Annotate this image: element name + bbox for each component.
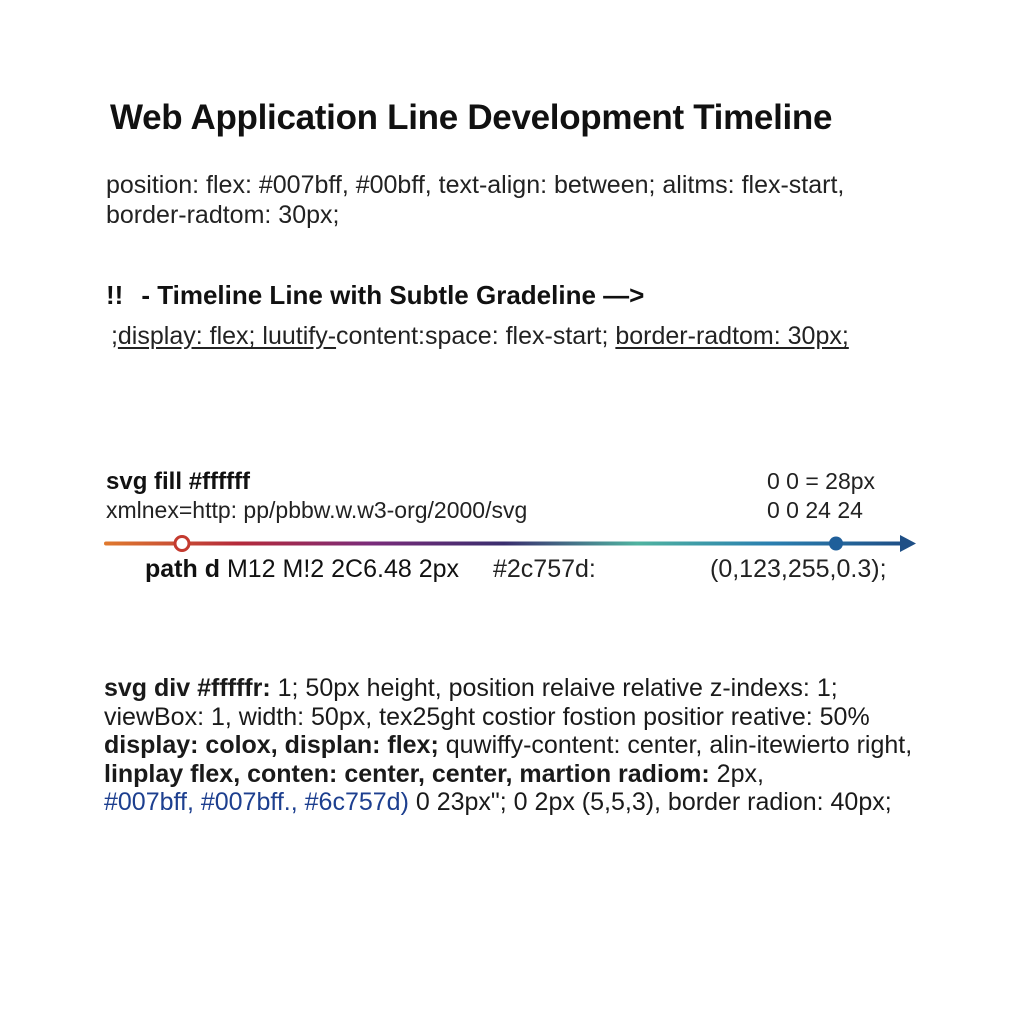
block-line-2: viewBox: 1, width: 50px, tex25ght costior fostion positior reative: 50% bbox=[104, 702, 870, 731]
timeline-end-marker bbox=[829, 537, 843, 551]
block-line-1-rest: 1; 50px height, position relaive relative z-indexs: 1; bbox=[277, 674, 838, 702]
block-line-3-rest: quwiffy-content: center, alin-itewierto right, bbox=[445, 731, 913, 759]
path-label bbox=[145, 555, 459, 584]
path-label-rest: M12 M!2 2C6.48 2px bbox=[226, 555, 460, 583]
comment-text: - Timeline Line with Subtle Gradeline —> bbox=[141, 280, 645, 310]
comment-bang: !! bbox=[106, 280, 124, 310]
block-line-5 bbox=[104, 788, 912, 817]
viewbox-line-2: 0 0 24 24 bbox=[767, 497, 863, 523]
rgba-text: (0,123,255,0.3); bbox=[710, 555, 887, 583]
block-line-5-blue: #007bff, #007bff., #6c757d) bbox=[104, 788, 409, 816]
code-line-3-underlined-1: display: flex; luutify- bbox=[117, 322, 337, 350]
xmlns-text: xmlnex=http: pp/pbbw.w.w3-org/2000/svg bbox=[106, 497, 528, 523]
code-line-3-underlined-2: border-radtom: 30px; bbox=[615, 322, 849, 350]
svg-label: svg fill #ffffff bbox=[106, 468, 250, 495]
block-line-1 bbox=[104, 674, 912, 703]
section-comment bbox=[106, 280, 644, 311]
block-line-4-rest: 2px, bbox=[716, 759, 764, 788]
block-line-3 bbox=[104, 731, 912, 760]
timeline-start-marker bbox=[175, 537, 189, 551]
block-line-5-rest: 0 23px"; 0 2px (5,5,3), border radion: 40px; bbox=[415, 788, 892, 816]
page-title: Web Application Line Development Timeline bbox=[110, 98, 833, 137]
path-color-text: #2c757d: bbox=[493, 555, 596, 583]
block-line-3-bold: display: colox, displan: flex; bbox=[104, 731, 439, 759]
code-block bbox=[104, 674, 912, 817]
viewbox-line-1: 0 0 = 28px bbox=[767, 468, 876, 494]
timeline-arrow-icon bbox=[900, 535, 916, 552]
block-line-4-bold: linplay flex, conten: center, center, martion radiom: bbox=[104, 759, 710, 788]
code-line-2: border-radtom: 30px; bbox=[106, 201, 340, 229]
path-label-bold: path d bbox=[145, 555, 220, 583]
code-snippet-1 bbox=[106, 170, 844, 230]
code-line-3-middle: content:space: flex-start; bbox=[336, 322, 609, 350]
timeline-bar bbox=[104, 542, 904, 546]
block-line-4 bbox=[104, 760, 912, 789]
code-line-1: position: flex: #007bff, #00bff, text-align: between; alitms: flex-start, bbox=[106, 171, 845, 199]
code-snippet-2 bbox=[104, 322, 849, 351]
code-line-3-prefix: ; bbox=[104, 322, 118, 350]
block-line-1-bold: svg div #fffffr: bbox=[104, 674, 271, 702]
